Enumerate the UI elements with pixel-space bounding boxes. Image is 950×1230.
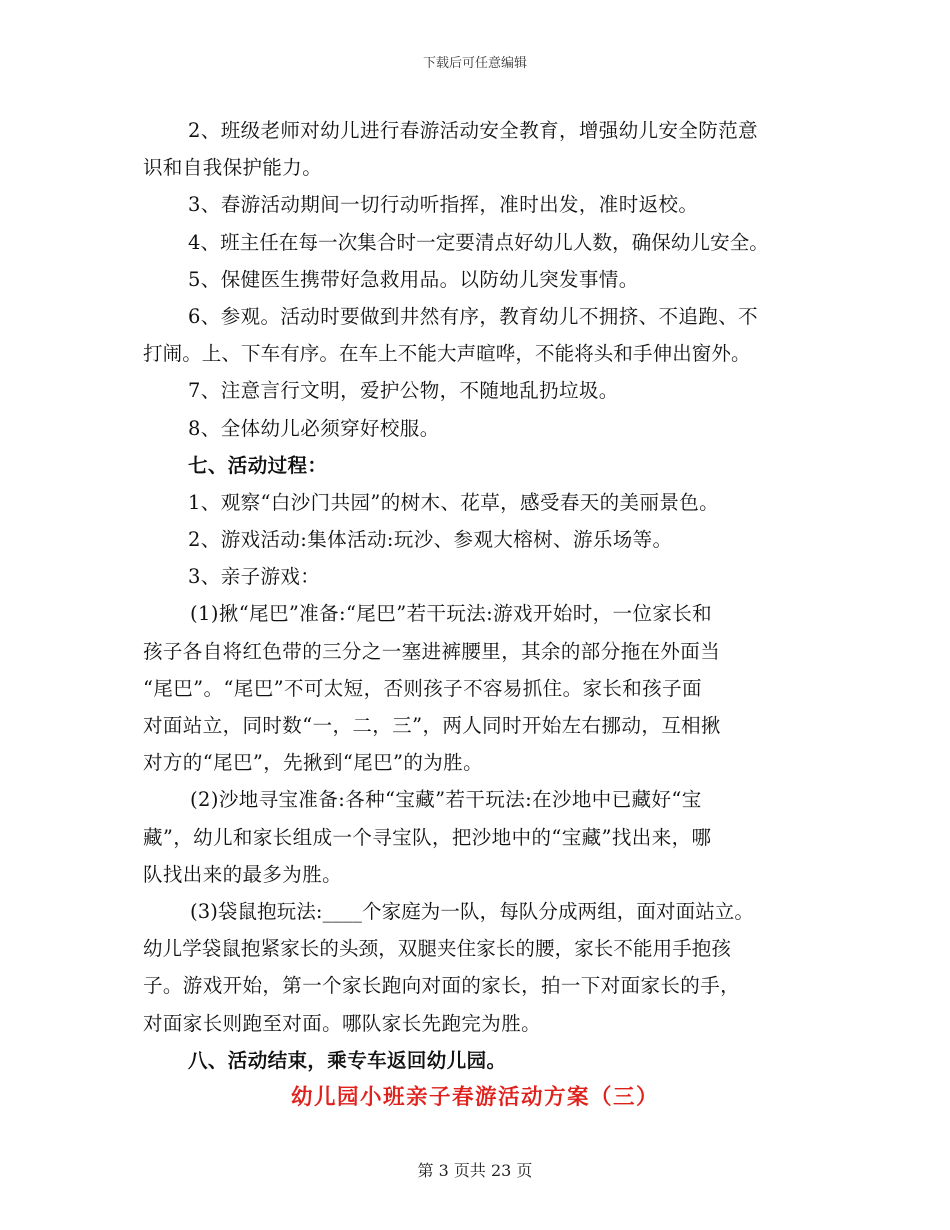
paragraph-line: (2)沙地寻宝准备:各种“宝藏”若干玩法:在沙地中已藏好“宝: [190, 788, 702, 812]
paragraph-line: 孩子各自将红色带的三分之一塞进裤腰里，其余的部分拖在外面当: [143, 639, 721, 663]
paragraph-line: (3)袋鼠抱玩法:____个家庭为一队，每队分成两组，面对面站立。: [190, 899, 754, 923]
paragraph-line: 5、保健医生携带好急救用品。以防幼儿突发事情。: [188, 267, 639, 291]
paragraph-line: 对面站立，同时数“一，二，三”，两人同时开始左右挪动，互相揪: [143, 714, 721, 737]
paragraph-line: 队找出来的最多为胜。: [143, 862, 343, 886]
paragraph-line: “尾巴”。“尾巴”不可太短，否则孩子不容易抓住。家长和孩子面: [143, 676, 702, 700]
paragraph-line: 2、游戏活动:集体活动:玩沙、参观大榕树、游乐场等。: [188, 528, 673, 552]
page-footer: 第 3 页共 23 页: [417, 1161, 533, 1180]
paragraph-line: 6、参观。活动时要做到井然有序，教育幼儿不拥挤、不追跑、不: [188, 304, 759, 328]
paragraph-line: 子。游戏开始，第一个家长跑向对面的家长，拍一下对面家长的手，: [143, 974, 741, 998]
section-heading: 八、活动结束，乘专车返回幼儿园。: [188, 1048, 507, 1072]
paragraph-line: 识和自我保护能力。: [143, 156, 323, 180]
paragraph-line: 打闹。上、下车有序。在车上不能大声暄哗，不能将头和手伸出窗外。: [143, 342, 751, 366]
paragraph-line: 幼儿学袋鼠抱紧家长的头颈，双腿夹住家长的腰，家长不能用手抱孩: [143, 937, 732, 961]
paragraph-line: 7、注意言行文明，爱护公物，不随地乱扔垃圾。: [188, 379, 619, 403]
section-heading: 七、活动过程：: [188, 453, 328, 477]
paragraph-line: 对方的“尾巴”，先揪到“尾巴”的为胜。: [143, 751, 483, 775]
paragraph-line: 2、班级老师对幼儿进行春游活动安全教育，增强幼儿安全防范意: [188, 119, 759, 142]
paragraph-line: 8、全体幼儿必须穿好校服。: [188, 416, 440, 440]
paragraph-line: 对面家长则跑至对面。哪队家长先跑完为胜。: [143, 1011, 542, 1035]
paragraph-line: (1)揪“尾巴”准备:“尾巴”若干玩法:游戏开始时，一位家长和: [190, 602, 713, 626]
paragraph-line: 1、观察“白沙门共园”的树木、花草，感受春天的美丽景色。: [188, 490, 720, 514]
paragraph-line: 3、春游活动期间一切行动听指挥，准时出发，准时返校。: [188, 193, 699, 217]
section-title: 幼儿园小班亲子春游活动方案（三）: [290, 1084, 659, 1110]
paragraph-line: 3、亲子游戏：: [188, 565, 321, 589]
document-body: [143, 112, 823, 1116]
paragraph-line: 藏”，幼儿和家长组成一个寻宝队，把沙地中的“宝藏”找出来，哪: [143, 825, 712, 849]
page-header: 下载后可任意编辑: [422, 56, 527, 71]
paragraph-line: 4、班主任在每一次集合时一定要清点好幼儿人数，确保幼儿安全。: [188, 230, 769, 254]
